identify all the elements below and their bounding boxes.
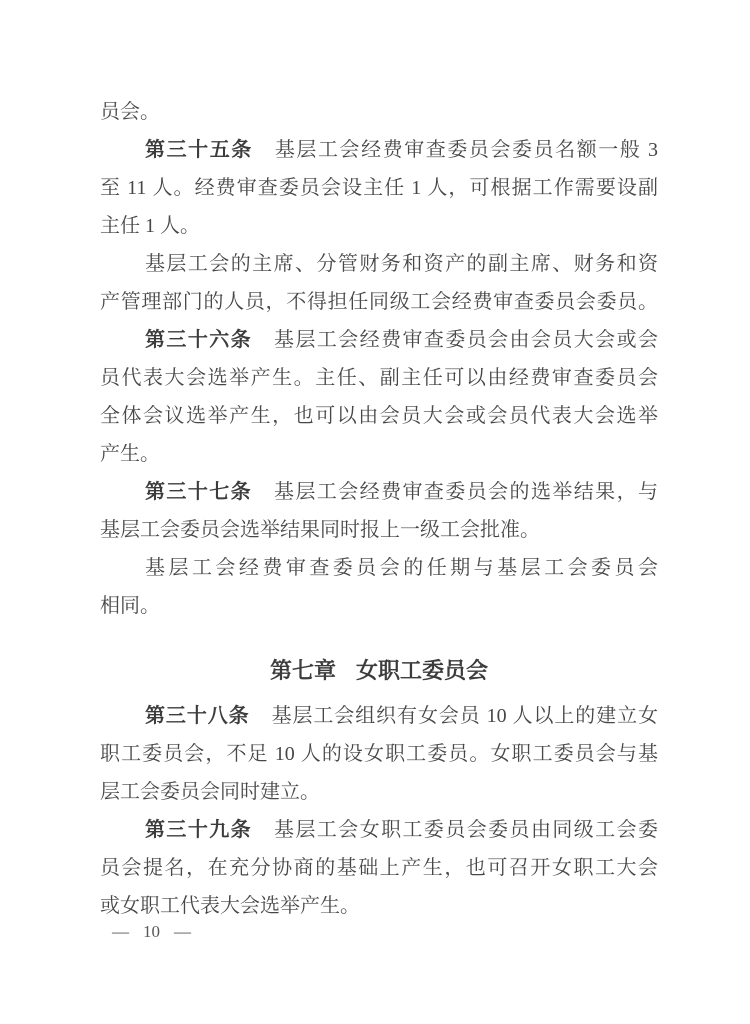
line-text: 或女职工代表大会选举产生。 (100, 895, 360, 917)
line-text: 至 11 人。经费审查委员会设主任 1 人，可根据工作需要设副 (100, 177, 658, 199)
page-number-footer (112, 920, 191, 944)
paragraph-line (100, 473, 658, 511)
paragraph-line (100, 397, 658, 435)
line-text: 层工会委员会同时建立。 (100, 781, 320, 803)
footer-dash-right: — (174, 922, 191, 941)
line-text: 基层工会的主席、分管财务和资产的副主席、财务和资 (145, 253, 658, 275)
line-text: 全体会议选举产生，也可以由会员大会或会员代表大会选举 (100, 405, 658, 427)
article-number: 第三十八条 (145, 705, 250, 727)
footer-dash-left: — (112, 922, 129, 941)
line-text: 相同。 (100, 595, 160, 617)
document-body (100, 93, 658, 925)
paragraph-line (100, 359, 658, 397)
paragraph-line (100, 773, 658, 811)
paragraph-line (100, 549, 658, 587)
paragraph-line (100, 93, 658, 131)
paragraph-line (100, 321, 658, 359)
line-text: 主任 1 人。 (100, 215, 200, 237)
line-text: 职工委员会，不足 10 人的设女职工委员。女职工委员会与基 (100, 743, 658, 765)
line-text: 基层工会经费审查委员会的任期与基层工会委员会 (145, 557, 658, 579)
line-text: 产生。 (100, 443, 160, 465)
line-text: 员会。 (100, 101, 160, 123)
line-text: 基层工会经费审查委员会委员名额一般 3 (274, 139, 659, 161)
page-number: 10 (143, 922, 160, 941)
line-text: 基层工会组织有女会员 10 人以上的建立女 (271, 705, 659, 727)
paragraph-line (100, 435, 658, 473)
paragraph-line (100, 849, 658, 887)
article-number: 第三十六条 (145, 329, 253, 351)
paragraph-line (100, 245, 658, 283)
paragraph-line (100, 697, 658, 735)
article-number: 第三十九条 (145, 819, 253, 841)
paragraph-line (100, 169, 658, 207)
chapter-title: 女职工委员会 (356, 658, 489, 683)
line-text: 基层工会经费审查委员会的选举结果，与 (274, 481, 659, 503)
line-text: 基层工会女职工委员会委员由同级工会委 (274, 819, 659, 841)
chapter-heading (100, 652, 658, 690)
paragraph-line (100, 811, 658, 849)
line-text: 基层工会经费审查委员会由会员大会或会 (274, 329, 659, 351)
line-text: 员会提名，在充分协商的基础上产生，也可召开女职工大会 (100, 857, 658, 879)
paragraph-line (100, 207, 658, 245)
paragraph-line (100, 735, 658, 773)
paragraph-line (100, 511, 658, 549)
paragraph-line (100, 283, 658, 321)
line-text: 员代表大会选举产生。主任、副主任可以由经费审查委员会 (100, 367, 658, 389)
article-number: 第三十七条 (145, 481, 253, 503)
paragraph-line (100, 587, 658, 625)
paragraph-line (100, 131, 658, 169)
line-text: 基层工会委员会选举结果同时报上一级工会批准。 (100, 519, 540, 541)
line-text: 产管理部门的人员，不得担任同级工会经费审查委员会委员。 (100, 291, 658, 313)
chapter-number: 第七章 (269, 658, 336, 683)
article-number: 第三十五条 (145, 139, 253, 161)
